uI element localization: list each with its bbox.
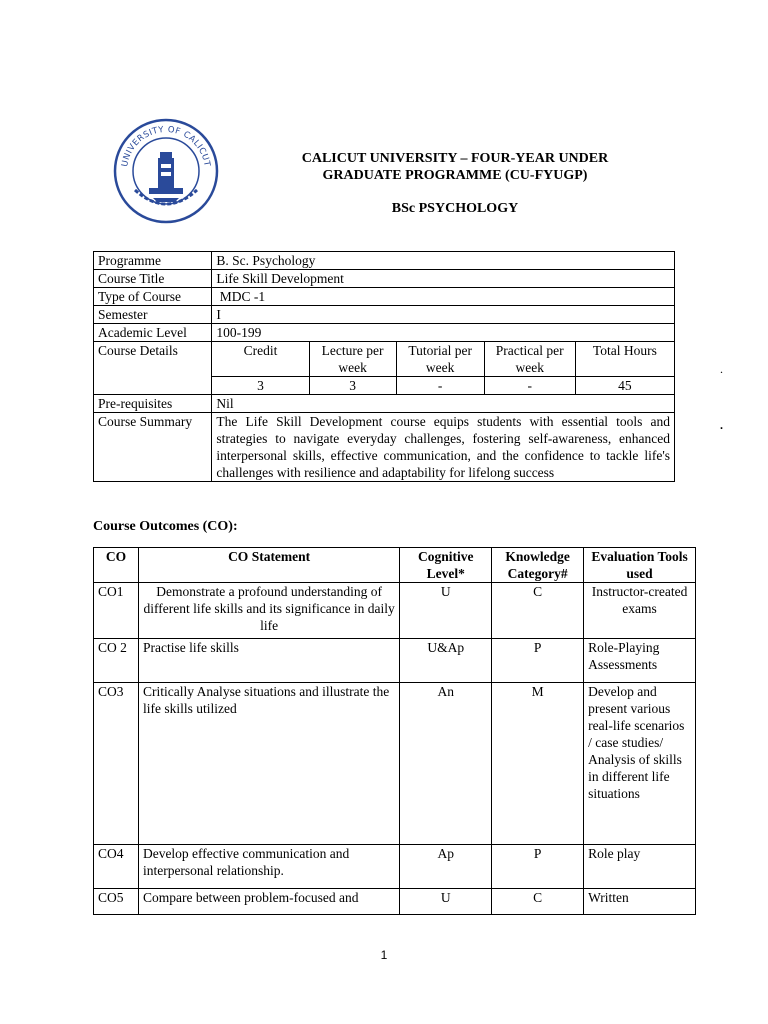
stray-dot: .	[720, 362, 723, 376]
programme-title: BSc PSYCHOLOGY	[391, 201, 519, 216]
co-id: CO 2	[94, 639, 139, 683]
course-info-table	[93, 251, 675, 482]
summary-value: The Life Skill Development course equips students with essential tools and strategies to navigate everyday challenges, fostering self-awareness, enhanced interpersonal skills, effective communication, and the confidence to tackle life's challenges with resilience and adaptability for lifelong success	[212, 413, 675, 482]
co-knowledge: P	[492, 845, 584, 889]
co-evaluation: Written	[584, 889, 696, 915]
table-row	[94, 639, 696, 683]
table-row	[94, 889, 696, 915]
type-label: Type of Course	[94, 288, 212, 306]
semester-value: I	[212, 306, 675, 324]
co-statement: Practise life skills	[138, 639, 399, 683]
co-cognitive: An	[400, 683, 492, 845]
co-knowledge: C	[492, 583, 584, 639]
co-cognitive: U	[400, 583, 492, 639]
cognitive-header: Cognitive Level*	[400, 548, 492, 583]
course-outcomes-table	[93, 547, 696, 915]
co-evaluation: Role-Playing Assessments	[584, 639, 696, 683]
summary-label: Course Summary	[94, 413, 212, 482]
table-row	[94, 845, 696, 889]
co-knowledge: C	[492, 889, 584, 915]
co-knowledge: M	[492, 683, 584, 845]
semester-label: Semester	[94, 306, 212, 324]
co-id: CO4	[94, 845, 139, 889]
co-id: CO3	[94, 683, 139, 845]
type-value: MDC -1	[212, 288, 675, 306]
co-statement: Critically Analyse situations and illustrate the life skills utilized	[138, 683, 399, 845]
co-evaluation: Instructor-created exams	[584, 583, 696, 639]
programme-label: Programme	[94, 252, 212, 270]
co-cognitive: U	[400, 889, 492, 915]
course-outcomes-title: Course Outcomes (CO):	[93, 519, 238, 534]
table-row	[94, 288, 675, 306]
table-row	[94, 395, 675, 413]
co-cognitive: U&Ap	[400, 639, 492, 683]
total-hours-value: 45	[575, 377, 674, 395]
svg-text:UNIVERSITY OF CALICUT: UNIVERSITY OF CALICUT	[120, 124, 212, 168]
tutorial-header: Tutorial per week	[396, 342, 484, 377]
co-cognitive: Ap	[400, 845, 492, 889]
course-title-value: Life Skill Development	[212, 270, 675, 288]
co-header: CO	[94, 548, 139, 583]
table-row	[94, 252, 675, 270]
stray-dot: .	[720, 418, 723, 432]
page-number: 1	[380, 948, 388, 962]
level-label: Academic Level	[94, 324, 212, 342]
table-row	[94, 342, 675, 377]
programme-value: B. Sc. Psychology	[212, 252, 675, 270]
prereq-value: Nil	[212, 395, 675, 413]
lecture-header: Lecture per week	[309, 342, 396, 377]
co-evaluation: Role play	[584, 845, 696, 889]
table-row	[94, 583, 696, 639]
university-logo	[113, 118, 219, 224]
tutorial-value: -	[396, 377, 484, 395]
table-row	[94, 413, 675, 482]
course-title-label: Course Title	[94, 270, 212, 288]
prereq-label: Pre-requisites	[94, 395, 212, 413]
co-statement: Compare between problem-focused and	[138, 889, 399, 915]
table-row	[94, 324, 675, 342]
table-header-row	[94, 548, 696, 583]
co-id: CO1	[94, 583, 139, 639]
details-label: Course Details	[94, 342, 212, 395]
co-statement: Demonstrate a profound understanding of different life skills and its significance in daily life	[138, 583, 399, 639]
evaluation-header: Evaluation Tools used	[584, 548, 696, 583]
title-line-1: CALICUT UNIVERSITY – FOUR-YEAR UNDER	[301, 151, 609, 166]
statement-header: CO Statement	[138, 548, 399, 583]
lecture-value: 3	[309, 377, 396, 395]
co-statement: Develop effective communication and interpersonal relationship.	[138, 845, 399, 889]
knowledge-header: Knowledge Category#	[492, 548, 584, 583]
co-evaluation: Develop and present various real-life scenarios / case studies/ Analysis of skills in different life situations	[584, 683, 696, 845]
credit-value: 3	[212, 377, 309, 395]
table-row	[94, 270, 675, 288]
level-value: 100-199	[212, 324, 675, 342]
practical-header: Practical per week	[484, 342, 575, 377]
total-hours-header: Total Hours	[575, 342, 674, 377]
table-row	[94, 683, 696, 845]
credit-header: Credit	[212, 342, 309, 377]
practical-value: -	[484, 377, 575, 395]
page-title	[230, 150, 680, 184]
co-id: CO5	[94, 889, 139, 915]
table-row	[94, 306, 675, 324]
title-line-2: GRADUATE PROGRAMME (CU-FYUGP)	[322, 168, 588, 183]
co-knowledge: P	[492, 639, 584, 683]
